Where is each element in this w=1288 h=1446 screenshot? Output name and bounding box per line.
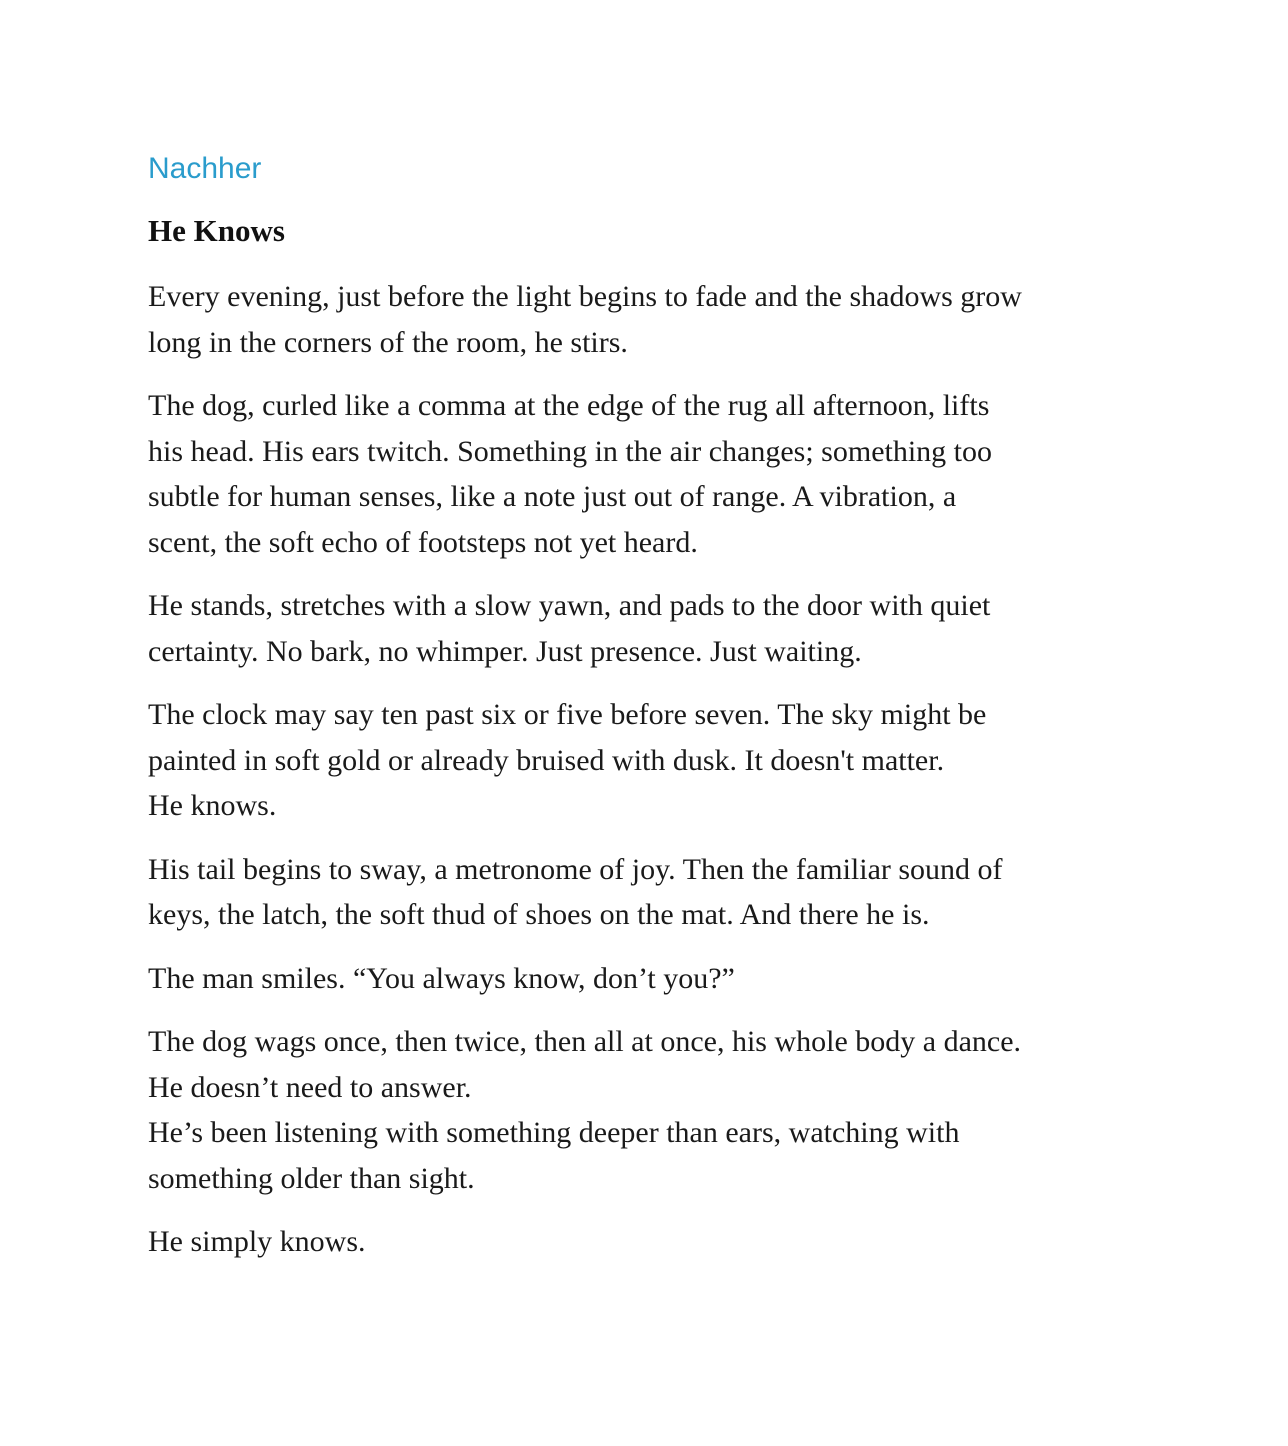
text-line: The dog, curled like a comma at the edge of the rug all afternoon, lifts	[148, 389, 990, 422]
text-line: The man smiles. “You always know, don’t you?”	[148, 961, 735, 995]
story-title: He Knows	[148, 213, 285, 248]
text-line: The dog wags once, then twice, then all at once, his whole body a dance.	[148, 1025, 1022, 1058]
text-line: certainty. No bark, no whimper. Just presence. Just waiting.	[148, 634, 862, 668]
paragraph-4	[148, 692, 1148, 829]
paragraph-5	[148, 847, 1148, 938]
paragraph-2	[148, 383, 1148, 565]
paragraph-6	[148, 956, 1148, 1002]
document-page	[148, 150, 1148, 1283]
text-line: He’s been listening with something deeper than ears, watching with	[148, 1116, 960, 1149]
text-line: His tail begins to sway, a metronome of joy. Then the familiar sound of	[148, 852, 1003, 886]
text-line: long in the corners of the room, he stirs.	[148, 325, 628, 359]
text-line: scent, the soft echo of footsteps not yet heard.	[148, 525, 698, 559]
text-line: He knows.	[148, 789, 277, 822]
text-line: subtle for human senses, like a note just out of range. A vibration, a	[148, 480, 957, 513]
text-line: He stands, stretches with a slow yawn, and pads to the door with quiet	[148, 589, 991, 622]
text-line: painted in soft gold or already bruised with dusk. It doesn't matter.	[148, 743, 945, 777]
text-line: The clock may say ten past six or five before seven. The sky might be	[148, 698, 987, 731]
paragraph-8	[148, 1219, 1148, 1265]
text-line: his head. His ears twitch. Something in the air changes; something too	[148, 434, 993, 468]
text-line: Every evening, just before the light begins to fade and the shadows grow	[148, 280, 1022, 313]
text-line: He simply knows.	[148, 1225, 366, 1258]
paragraph-7	[148, 1019, 1148, 1201]
section-label: Nachher	[148, 152, 262, 185]
text-line: keys, the latch, the soft thud of shoes on the mat. And there he is.	[148, 898, 930, 931]
paragraph-1	[148, 274, 1148, 365]
text-line: He doesn’t need to answer.	[148, 1070, 472, 1104]
paragraph-3	[148, 583, 1148, 674]
story-body	[148, 274, 1148, 1265]
text-line: something older than sight.	[148, 1161, 475, 1195]
